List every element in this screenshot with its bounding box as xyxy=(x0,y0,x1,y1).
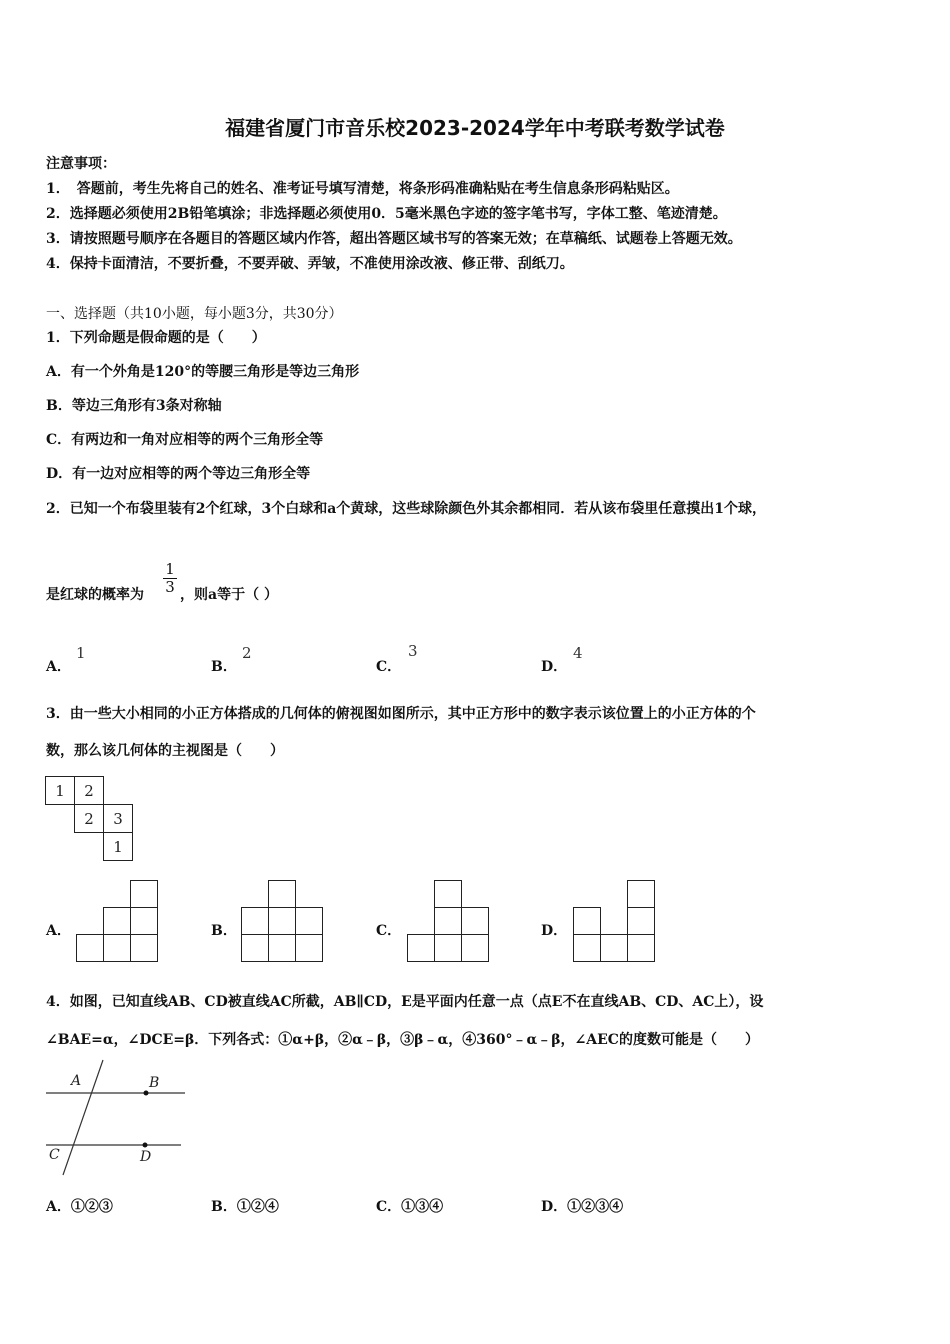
question-4-option-d: D．①②③④ xyxy=(541,1199,624,1215)
question-3-option-a-label: A． xyxy=(46,923,71,939)
question-2-option-c-label: C． xyxy=(376,659,402,675)
question-3-stem-line2: 数，那么该几何体的主视图是（ ） xyxy=(46,743,284,759)
front-view-option-d xyxy=(573,880,657,964)
front-view-option-c xyxy=(407,880,491,964)
point-d xyxy=(143,1143,148,1148)
fraction-numerator: 1 xyxy=(165,560,175,578)
question-4-option-c: C．①③④ xyxy=(376,1199,444,1215)
grid-number: 3 xyxy=(113,810,123,828)
notice-heading: 注意事项： xyxy=(46,156,116,172)
label-a: A xyxy=(71,1073,82,1089)
question-2-option-b-value: 2 xyxy=(242,644,252,662)
question-1-option-b: B．等边三角形有3条对称轴 xyxy=(46,398,222,414)
page-title: 福建省厦门市音乐校2023-2024学年中考联考数学试卷 xyxy=(225,116,725,140)
question-2-stem-tail: ，则a等于（ ） xyxy=(180,587,278,603)
question-1-option-d: D．有一边对应相等的两个等边三角形全等 xyxy=(46,466,311,482)
fraction-denominator: 3 xyxy=(163,578,177,596)
grid-number: 2 xyxy=(84,782,94,800)
point-b xyxy=(144,1091,149,1096)
top-view-figure xyxy=(45,776,145,866)
question-2-option-d-value: 4 xyxy=(573,644,583,662)
front-view-option-a xyxy=(76,880,160,964)
probability-fraction xyxy=(163,561,177,596)
notice-item: 2．选择题必须使用2B铅笔填涂；非选择题必须使用0．5毫米黑色字迹的签字笔书写，字体工整、笔迹清楚。 xyxy=(46,206,727,222)
grid-number: 2 xyxy=(84,810,94,828)
notice-item: 4．保持卡面清洁，不要折叠，不要弄破、弄皱，不准使用涂改液、修正带、刮纸刀。 xyxy=(46,256,574,272)
question-3-option-c-label: C． xyxy=(376,923,402,939)
label-d: D xyxy=(140,1149,152,1165)
question-3-option-d-label: D． xyxy=(541,923,568,939)
notice-item: 1． 答题前，考生先将自己的姓名、准考证号填写清楚，将条形码准确粘贴在考生信息条形码粘贴区。 xyxy=(46,181,679,197)
notice-item: 3．请按照题号顺序在各题目的答题区域内作答，超出答题区域书写的答案无效；在草稿纸、试题卷上答题无效。 xyxy=(46,231,742,247)
question-4-option-b: B．①②④ xyxy=(211,1199,279,1215)
question-3-option-b-label: B． xyxy=(211,923,237,939)
question-1-option-a: A．有一个外角是120°的等腰三角形是等边三角形 xyxy=(46,364,360,380)
question-4-stem: 4．如图，已知直线AB、CD被直线AC所截，AB∥CD，E是平面内任意一点（点E不在直线AB、CD、AC上），设 xyxy=(46,994,764,1010)
line-ac xyxy=(63,1060,103,1175)
label-c: C xyxy=(49,1147,60,1163)
question-2-option-a-label: A． xyxy=(46,659,71,675)
section-heading: 一、选择题（共10小题，每小题3分，共30分） xyxy=(46,306,343,322)
front-view-option-b xyxy=(241,880,325,964)
grid-number: 1 xyxy=(113,838,123,856)
question-1-stem: 1．下列命题是假命题的是（ ） xyxy=(46,330,266,346)
question-3-stem: 3．由一些大小相同的小正方体搭成的几何体的俯视图如图所示，其中正方形中的数字表示该位置上的小正方体的个 xyxy=(46,706,756,722)
grid-number: 1 xyxy=(55,782,65,800)
question-2-stem: 2．已知一个布袋里装有2个红球，3个白球和a个黄球，这些球除颜色外其余都相同．若从该布袋里任意摸出1个球， xyxy=(46,501,767,517)
question-2-option-c-value: 3 xyxy=(408,642,418,660)
question-4-option-a: A．①②③ xyxy=(46,1199,113,1215)
question-2-stem-line2: 是红球的概率为 xyxy=(46,587,144,603)
question-2-option-b-label: B． xyxy=(211,659,237,675)
question-4-stem-line2: ∠BAE=α，∠DCE=β．下列各式：①α+β，②α﹣β，③β﹣α，④360°﹣α﹣β，∠AEC的度数可能是（ ） xyxy=(46,1032,759,1048)
question-2-option-a-value: 1 xyxy=(76,644,86,662)
parallel-lines-figure xyxy=(44,1058,189,1178)
label-b: B xyxy=(149,1075,160,1091)
question-1-option-c: C．有两边和一角对应相等的两个三角形全等 xyxy=(46,432,324,448)
question-2-option-d-label: D． xyxy=(541,659,568,675)
